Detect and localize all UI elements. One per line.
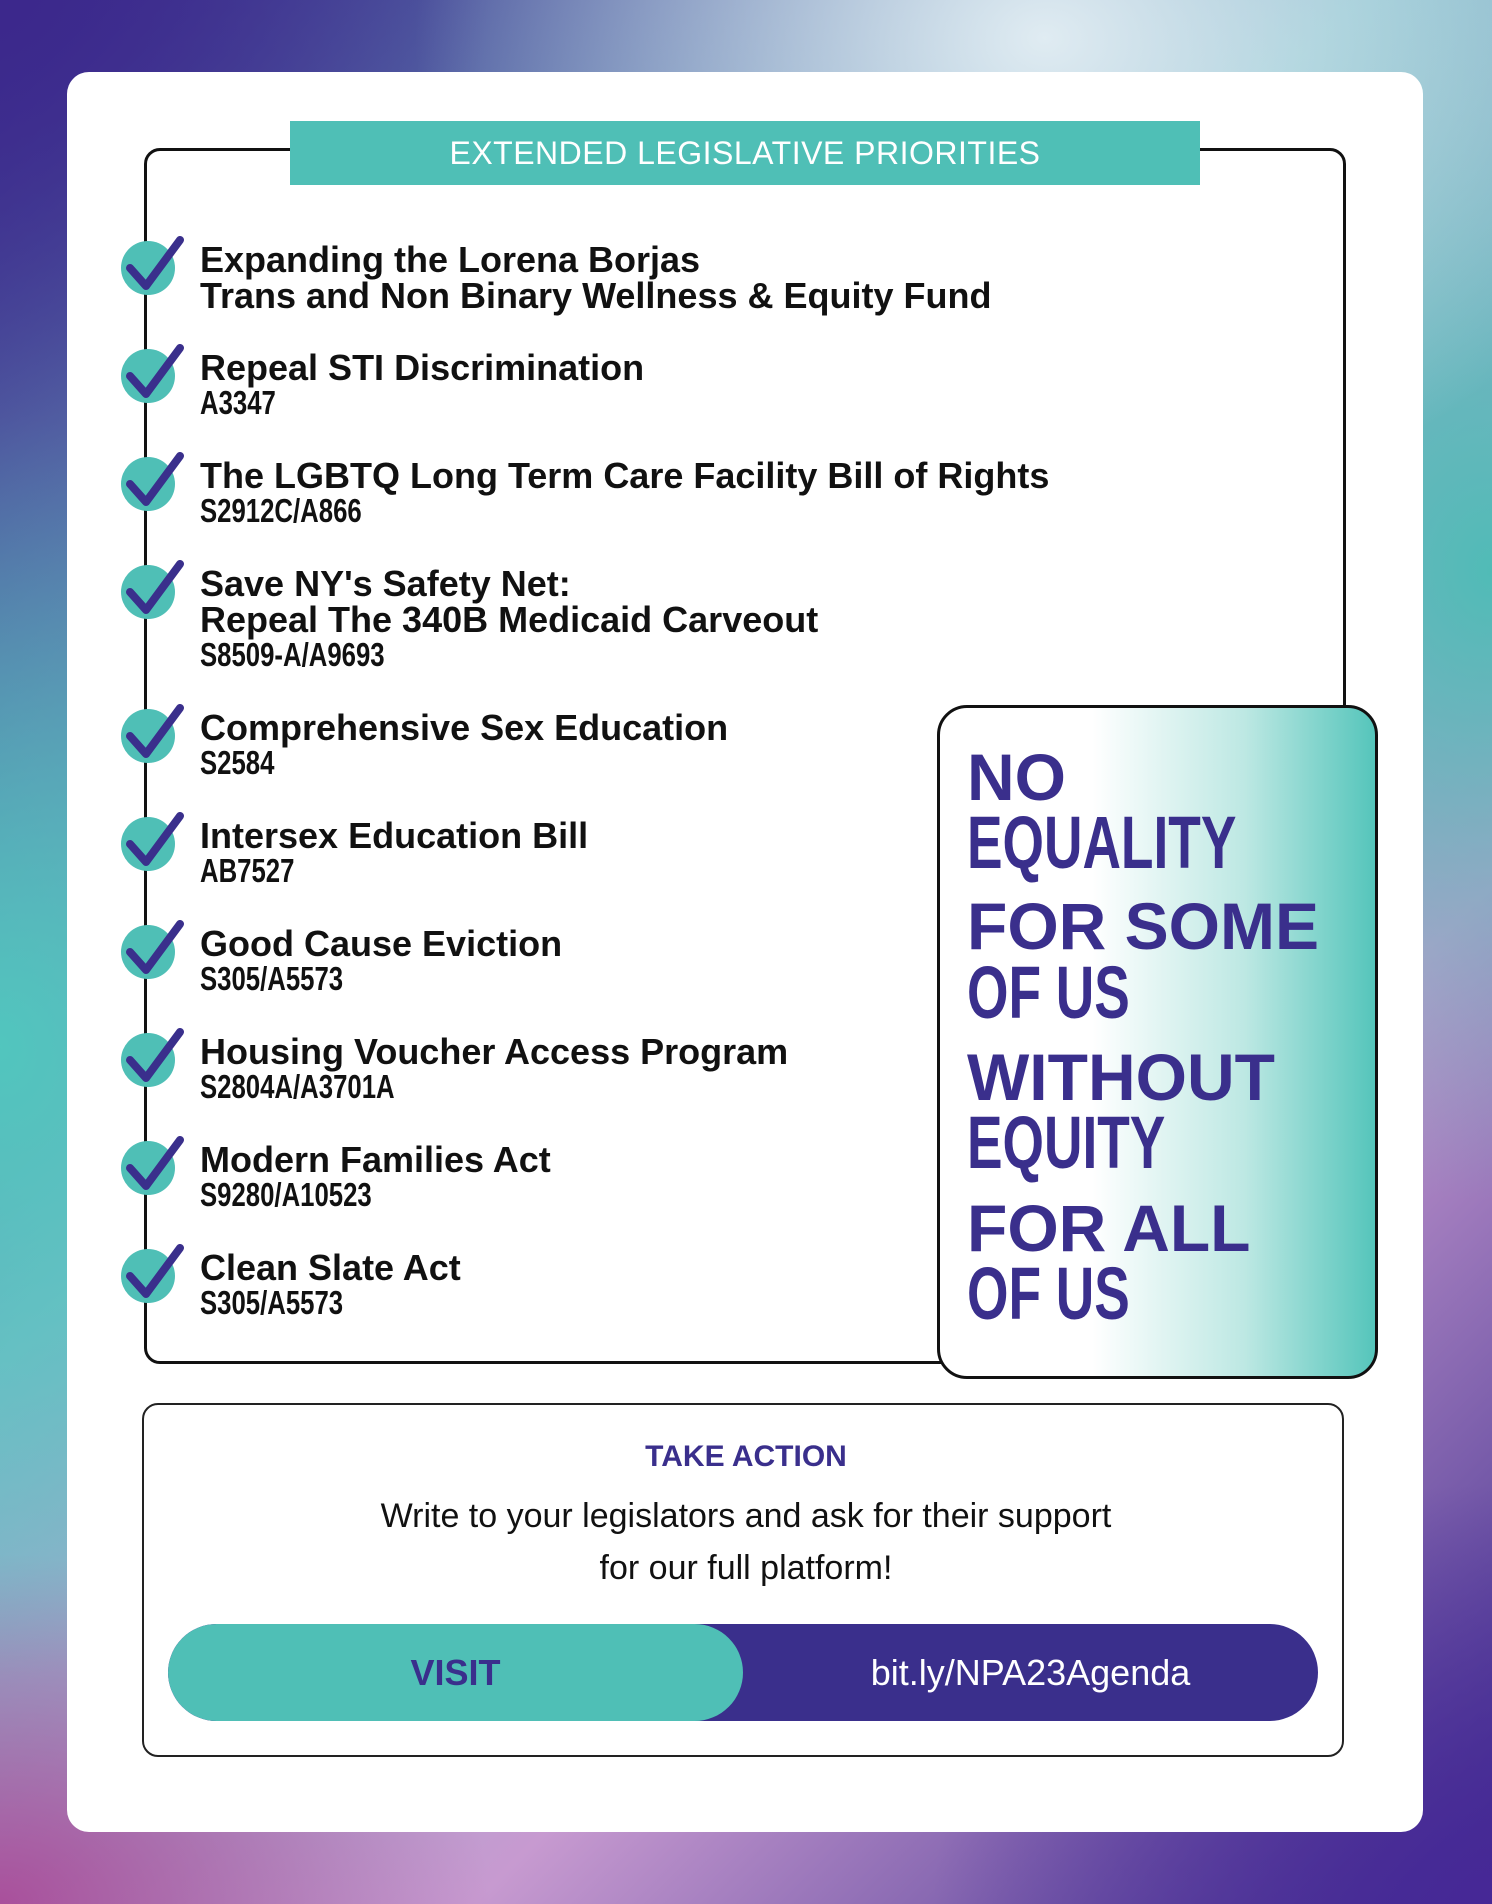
bill-number: S305/A5573 [200,1284,344,1321]
checkmark-circle-icon [120,344,188,412]
checkmark-circle-icon [120,452,188,520]
slogan-line: FOR ALL [967,1191,1251,1265]
slogan-line: OF US [967,951,1130,1034]
checkmark-circle-icon [120,236,188,304]
priority-title: Modern Families Act [200,1139,551,1180]
take-action-title: TAKE ACTION [645,1440,847,1473]
priority-text [200,1139,551,1213]
slogan-line: WITHOUT [967,1040,1275,1114]
priority-text [200,455,1050,529]
priority-text [200,923,563,997]
priority-text [200,563,819,673]
agenda-link[interactable]: bit.ly/NPA23Agenda [870,1651,1191,1693]
take-action-body [0,1490,1492,1594]
priority-text [200,1031,789,1105]
section-header: EXTENDED LEGISLATIVE PRIORITIES [290,121,1200,185]
bill-number: S8509-A/A9693 [200,636,385,673]
slogan-line: EQUALITY [967,801,1237,884]
priority-text [200,815,589,889]
priority-title: Repeal STI Discrimination [200,347,645,388]
priority-title: Trans and Non Binary Wellness & Equity Fund [200,275,992,316]
priority-title: Expanding the Lorena Borjas [200,239,701,280]
bill-number: AB7527 [200,852,295,889]
checkmark-circle-icon [120,1136,188,1204]
bill-number: S9280/A10523 [200,1176,372,1213]
checkmark-circle-icon [120,920,188,988]
checkmark-circle-icon [120,704,188,772]
bill-number: S305/A5573 [200,960,344,997]
bill-number: S2912C/A866 [200,492,362,529]
checkmark-circle-icon [120,1244,188,1312]
checkmark-circle-icon [120,1028,188,1096]
priority-text [200,347,645,421]
bill-number: S2584 [200,744,275,781]
priority-title: Save NY's Safety Net: [200,563,571,604]
bill-number: S2804A/A3701A [200,1068,395,1105]
priority-title: Comprehensive Sex Education [200,707,729,748]
take-action-line: for our full platform! [599,1549,893,1587]
slogan-line: FOR SOME [967,889,1320,963]
take-action-line: Write to your legislators and ask for their support [380,1497,1112,1535]
priority-text [200,707,729,781]
priority-title: The LGBTQ Long Term Care Facility Bill of Rights [200,455,1050,496]
priority-title: Clean Slate Act [200,1247,461,1288]
checkmark-circle-icon [120,812,188,880]
slogan-line: NO [967,740,1066,814]
priority-title: Housing Voucher Access Program [200,1031,789,1072]
bill-number: A3347 [200,384,276,421]
slogan-box [937,705,1378,1379]
slogan-line: EQUITY [967,1101,1166,1184]
checkmark-circle-icon [120,560,188,628]
priority-title: Good Cause Eviction [200,923,563,964]
priority-text [200,239,992,316]
priority-title: Intersex Education Bill [200,815,589,856]
priority-title: Repeal The 340B Medicaid Carveout [200,599,819,640]
visit-link-pill[interactable] [168,1624,1318,1721]
visit-button[interactable]: VISIT [168,1624,743,1721]
slogan-line: OF US [967,1252,1130,1335]
priority-text [200,1247,461,1321]
